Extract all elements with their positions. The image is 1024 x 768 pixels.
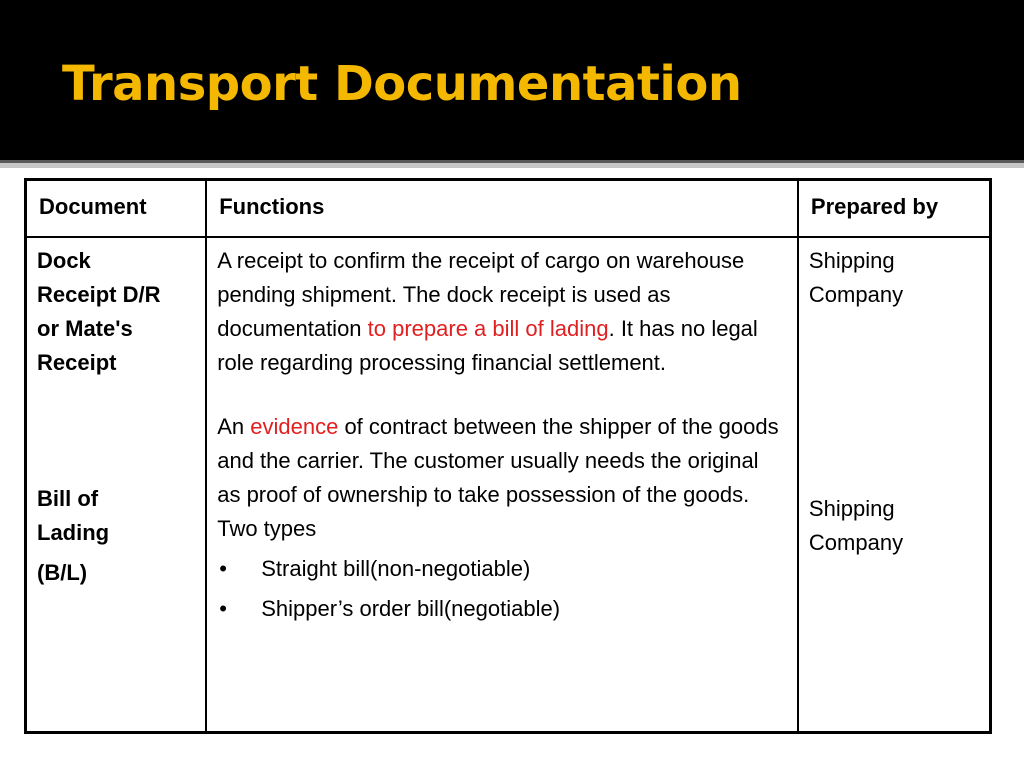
doc-name-line: Lading <box>37 520 110 545</box>
bl-types-list <box>217 552 787 626</box>
document-cell <box>26 237 207 733</box>
prepared-by-line: Company <box>808 530 904 555</box>
function-text: . It has no legal role regarding processing financial settlement. <box>217 316 758 375</box>
table-row <box>26 237 991 733</box>
slide-title: Transport Documentation <box>62 56 742 112</box>
doc-name-line: or Mate's <box>37 316 133 341</box>
table-header-row <box>26 180 991 238</box>
header-functions: Functions <box>206 180 798 238</box>
prepared-by-cell <box>798 237 991 733</box>
spacer <box>37 380 195 482</box>
prepared-by-line: Shipping <box>808 248 895 273</box>
bill-of-lading-function <box>217 410 787 546</box>
spacer <box>217 380 787 410</box>
highlight-text: evidence <box>250 414 339 439</box>
bullet-icon: • <box>219 596 227 621</box>
title-bar <box>0 0 1024 160</box>
list-item <box>217 592 787 626</box>
prepared-by-line: Company <box>808 282 904 307</box>
spacer <box>809 312 979 492</box>
list-item-text: Straight bill(non-negotiable) <box>261 556 531 581</box>
prepared-by-line: Shipping <box>808 496 895 521</box>
doc-name-line: Bill of <box>37 486 99 511</box>
list-item-text: Shipper’s order bill(negotiable) <box>261 596 561 621</box>
doc-name-line: Receipt <box>37 350 117 375</box>
documents-table <box>24 178 992 734</box>
doc-name-line: Receipt D/R <box>37 282 161 307</box>
doc-abbreviation: (B/L) <box>37 560 88 585</box>
bullet-icon: • <box>219 556 227 581</box>
functions-cell <box>206 237 798 733</box>
header-prepared-by: Prepared by <box>798 180 991 238</box>
list-item <box>217 552 787 586</box>
function-text: A receipt to confirm the receipt of cargo on warehouse pending shipment. The dock receipt is used as documentation <box>217 248 745 341</box>
doc-name-line: Dock <box>37 248 91 273</box>
divider-light <box>0 163 1024 168</box>
function-text: of contract between the shipper of the goods and the carrier. The customer usually needs the original as proof of ownership to take possession of the goods. Two types <box>217 414 779 541</box>
highlight-text: to prepare a bill of lading <box>367 316 609 341</box>
dock-receipt-function <box>217 244 787 380</box>
header-document: Document <box>26 180 207 238</box>
function-text: An <box>217 414 251 439</box>
